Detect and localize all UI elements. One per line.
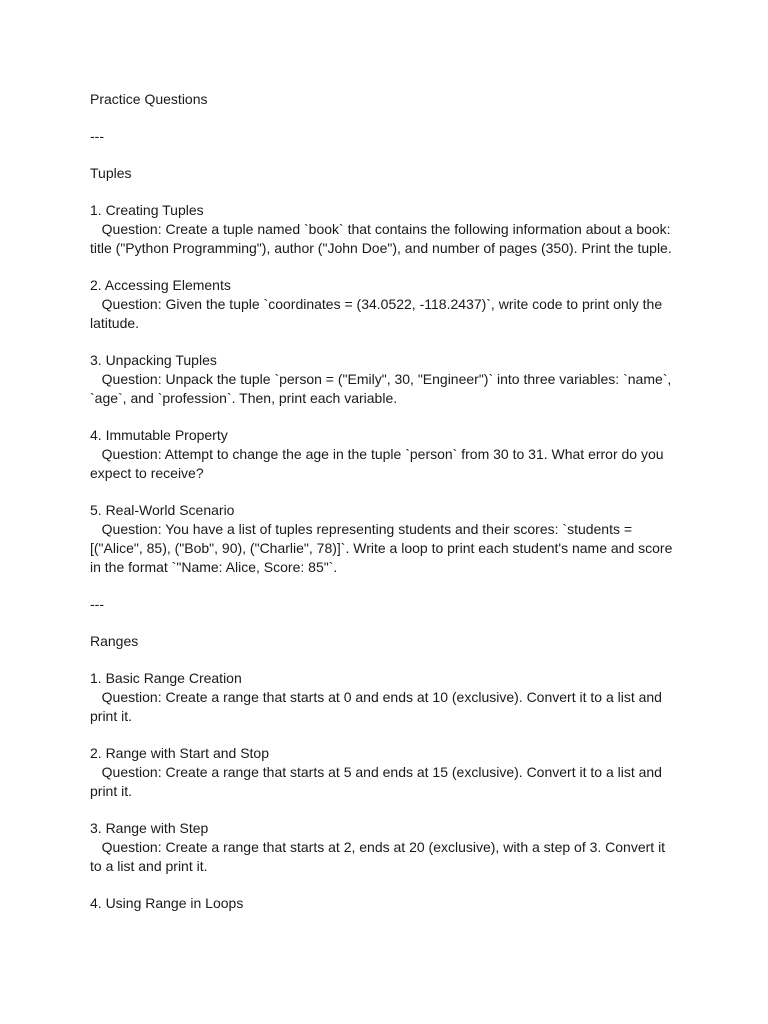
- question-item: [90, 669, 680, 726]
- question-item: [90, 819, 680, 876]
- question-item: [90, 201, 680, 258]
- question-item: [90, 501, 680, 577]
- section-heading-tuples: Tuples: [90, 165, 132, 181]
- question-text: Question: Create a range that starts at 5 and ends at 15 (exclusive). Convert it to a list and print it.: [90, 764, 662, 799]
- question-label: 4. Using Range in Loops: [90, 895, 244, 911]
- question-label: 1. Basic Range Creation: [90, 670, 242, 686]
- section-heading-ranges: Ranges: [90, 633, 139, 649]
- question-text: Question: Create a range that starts at 0 and ends at 10 (exclusive). Convert it to a list and print it.: [90, 689, 662, 724]
- question-label: 3. Range with Step: [90, 820, 209, 836]
- document-page: [90, 90, 680, 913]
- question-item: [90, 276, 680, 333]
- separator-top: ---: [90, 128, 104, 144]
- page-title: Practice Questions: [90, 91, 208, 107]
- question-label: 4. Immutable Property: [90, 427, 228, 443]
- question-label: 3. Unpacking Tuples: [90, 352, 217, 368]
- question-label: 2. Range with Start and Stop: [90, 745, 269, 761]
- question-text: Question: Unpack the tuple `person = ("Emily", 30, "Engineer")` into three variables: `name`, `age`, and `profession`. Then, print each variable.: [90, 371, 672, 406]
- question-text: Question: You have a list of tuples representing students and their scores: `students = [("Alice", 85), ("Bob", 90), ("Charlie", 78)]`. Write a loop to print each student's name and score in the format `"Name: Alice, Score: 85"`.: [90, 521, 673, 575]
- question-item: [90, 426, 680, 483]
- question-label: 5. Real-World Scenario: [90, 502, 235, 518]
- question-text: Question: Create a tuple named `book` that contains the following information about a book: title ("Python Programming"), author ("John Doe"), and number of pages (350). Print the tuple.: [90, 221, 672, 256]
- separator-middle: ---: [90, 596, 104, 612]
- question-label: 1. Creating Tuples: [90, 202, 204, 218]
- question-label: 2. Accessing Elements: [90, 277, 231, 293]
- question-text: Question: Create a range that starts at 2, ends at 20 (exclusive), with a step of 3. Convert it to a list and print it.: [90, 839, 666, 874]
- question-item: [90, 351, 680, 408]
- question-text: Question: Given the tuple `coordinates = (34.0522, -118.2437)`, write code to print only the latitude.: [90, 296, 663, 331]
- question-text: Question: Attempt to change the age in the tuple `person` from 30 to 31. What error do you expect to receive?: [90, 446, 664, 481]
- question-item: [90, 744, 680, 801]
- question-item: [90, 894, 680, 913]
